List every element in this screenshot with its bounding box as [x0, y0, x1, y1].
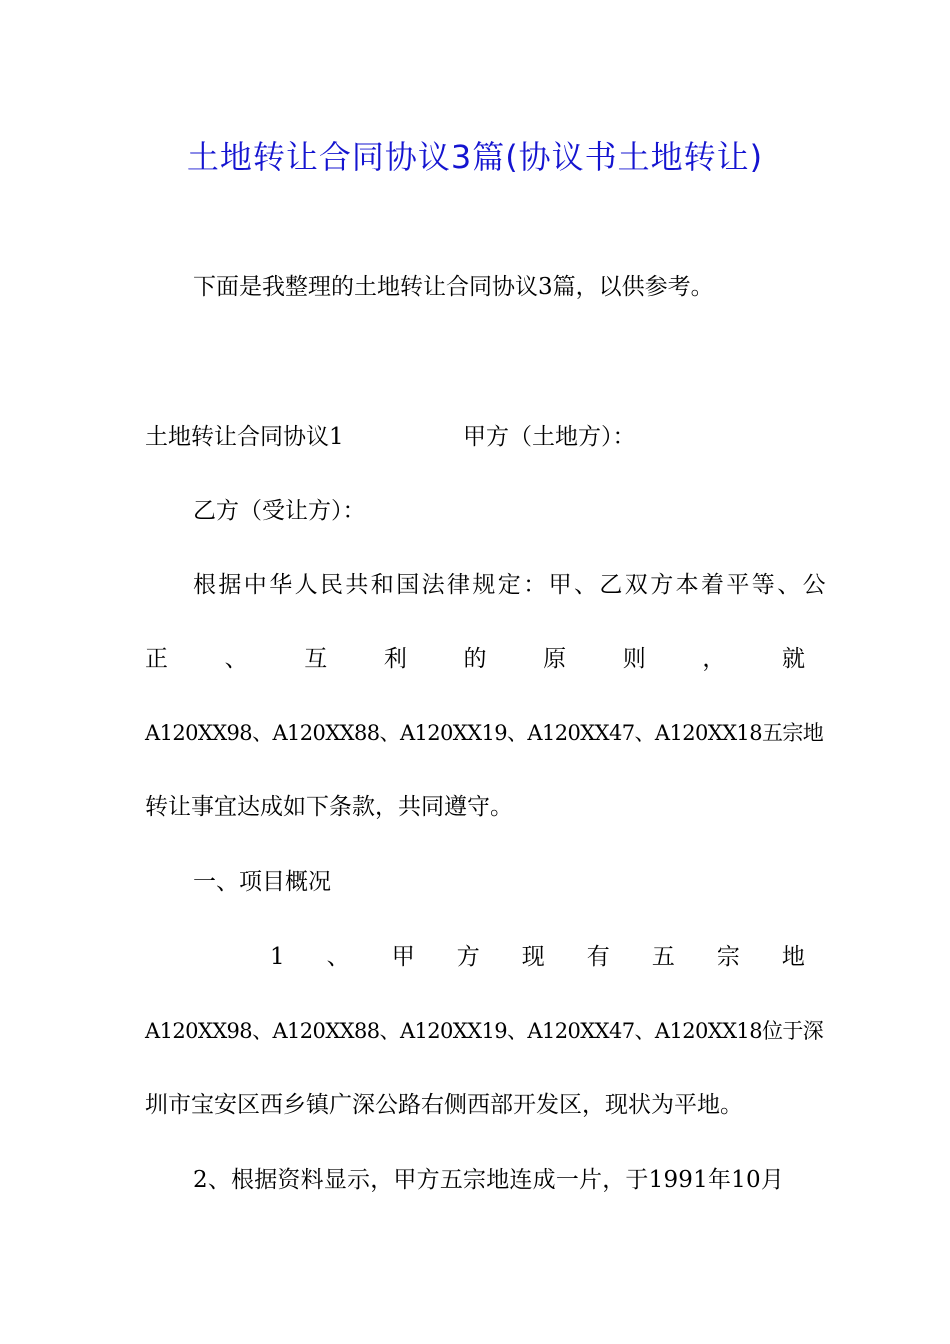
justified-char: 的 [463, 646, 487, 672]
paragraph-2-line-1 [270, 942, 805, 972]
intro-paragraph: 下面是我整理的土地转让合同协议3篇，以供参考。 [193, 274, 714, 300]
justified-char: ， [702, 646, 726, 672]
justified-char: 有 [586, 944, 610, 970]
justified-char: 地 [781, 944, 805, 970]
justified-char: 则 [622, 646, 646, 672]
justified-char: 就 [782, 646, 805, 672]
justified-char: 正 [145, 646, 168, 672]
paragraph-1-line-2 [145, 644, 805, 674]
paragraph-1-line-1: 根据中华人民共和国法律规定：甲、乙双方本着平等、公 [193, 572, 828, 598]
paragraph-2-line-2: A120XX98、A120XX88、A120XX19、A120XX47、A120XX18位于深 [145, 1019, 824, 1043]
justified-char: 、 [224, 646, 248, 672]
justified-char: 原 [543, 646, 567, 672]
section-heading-1: 一、项目概况 [193, 869, 331, 895]
paragraph-1-line-4: 转让事宜达成如下条款，共同遵守。 [145, 794, 513, 820]
agreement-heading-row [145, 422, 805, 452]
agreement-heading: 土地转让合同协议1 [145, 424, 344, 450]
party-b-label: 乙方（受让方）： [193, 498, 366, 524]
justified-char: 现 [521, 944, 545, 970]
justified-char: 甲 [391, 944, 415, 970]
paragraph-2-line-3: 圳市宝安区西乡镇广深公路右侧西部开发区，现状为平地。 [145, 1092, 743, 1118]
justified-char: 宗 [716, 944, 740, 970]
justified-char: 方 [456, 944, 480, 970]
justified-char: 1 [270, 944, 285, 970]
paragraph-1-line-3: A120XX98、A120XX88、A120XX19、A120XX47、A120XX18五宗地 [145, 721, 824, 745]
paragraph-3-line-1: 2、根据资料显示，甲方五宗地连成一片，于1991年10月 [193, 1167, 785, 1193]
document-title: 土地转让合同协议3篇(协议书土地转让) [186, 138, 764, 176]
justified-char: 利 [383, 646, 407, 672]
justified-char: 互 [304, 646, 328, 672]
justified-char: 、 [326, 944, 350, 970]
party-a-label: 甲方（土地方）： [463, 424, 636, 450]
justified-char: 五 [651, 944, 675, 970]
